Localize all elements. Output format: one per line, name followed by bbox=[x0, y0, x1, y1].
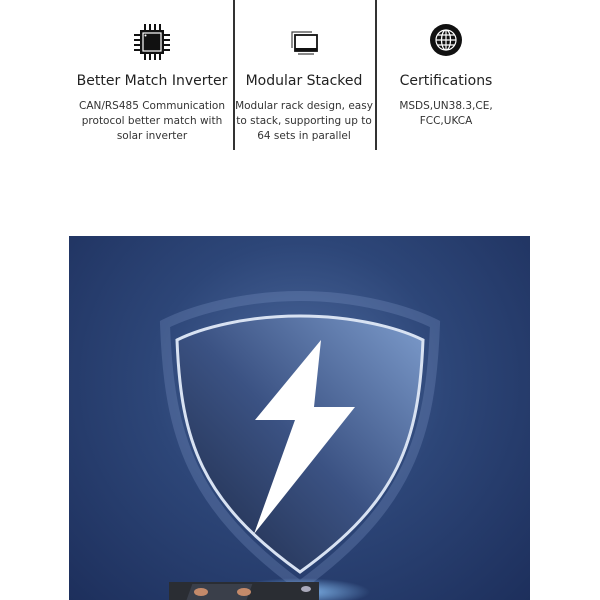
feature-title: Certifications bbox=[399, 73, 493, 89]
divider bbox=[375, 0, 377, 150]
feature-description: MSDS,UN38.3,CE, FCC,UKCA bbox=[399, 100, 493, 127]
battery-module bbox=[169, 582, 319, 600]
shield-lightning-illustration bbox=[69, 236, 530, 600]
globe-icon bbox=[426, 22, 466, 62]
feature-title: Better Match Inverter bbox=[76, 73, 228, 89]
product-banner-image bbox=[69, 236, 530, 600]
monitor-stack-icon bbox=[284, 22, 324, 62]
feature-better-match-inverter bbox=[72, 0, 232, 150]
feature-title: Modular Stacked bbox=[245, 73, 363, 89]
chip-icon bbox=[132, 22, 172, 62]
feature-modular-stacked bbox=[234, 0, 374, 150]
feature-description: CAN/RS485 Communication protocol better match with solar inverter bbox=[78, 100, 225, 142]
feature-certifications bbox=[386, 0, 506, 150]
feature-description: Modular rack design, easy to stack, supporting up to 64 sets in parallel bbox=[235, 100, 373, 142]
